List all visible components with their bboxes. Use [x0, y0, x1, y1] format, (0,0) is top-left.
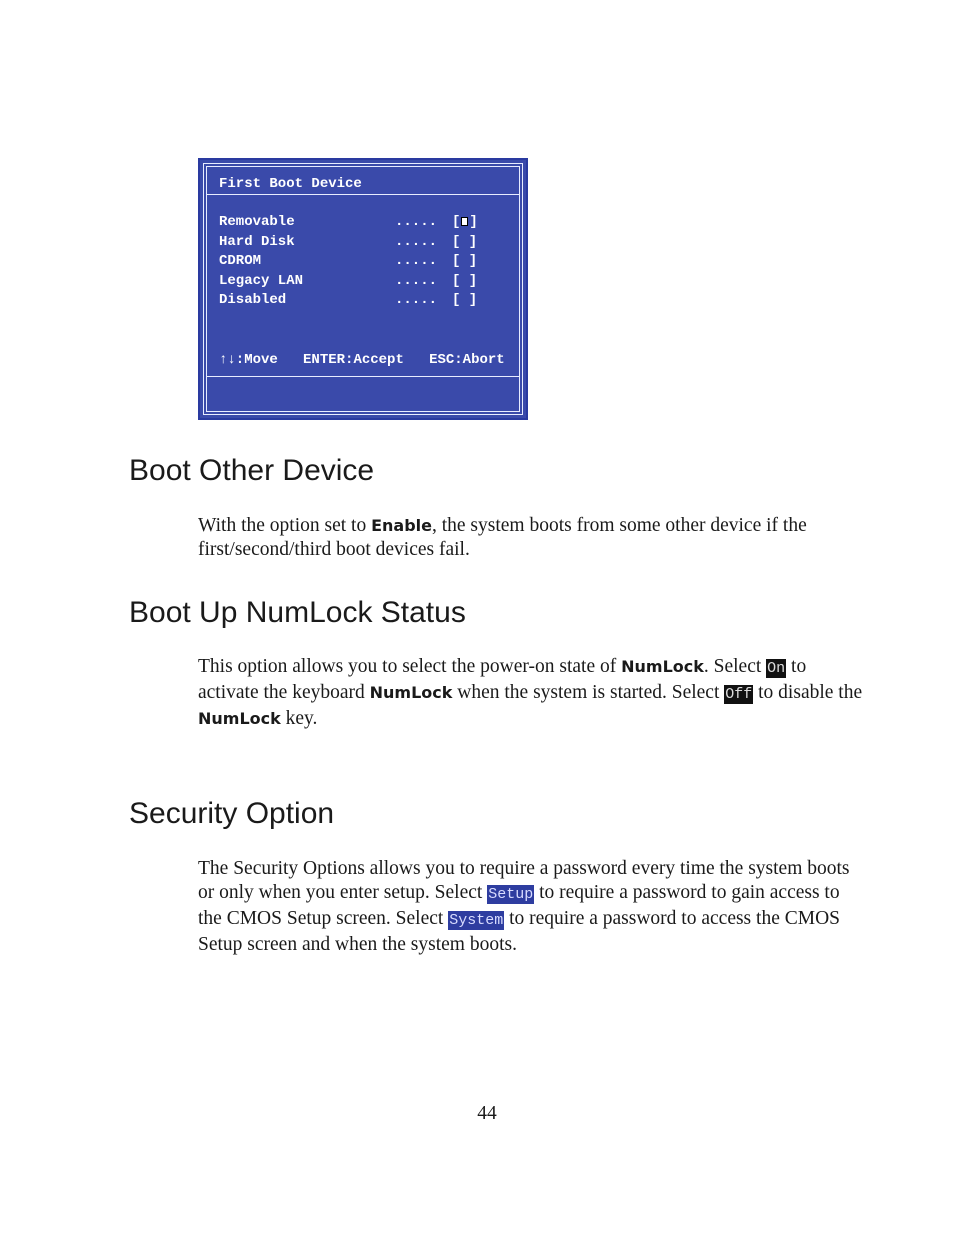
text: when the system is started. Select [452, 682, 725, 703]
value-system: System [449, 912, 504, 929]
selected-cursor-icon [461, 217, 468, 226]
option-checkbox-selected[interactable]: [ ] [452, 214, 478, 230]
text: key. [280, 708, 318, 729]
text: The Security Options allows you to require a password every time the system boots or only when you enter setup. Select [198, 858, 850, 903]
first-boot-device-dialog [198, 158, 528, 420]
accept-hint: ENTER:Accept [303, 352, 404, 368]
heading-numlock-status: Boot Up NumLock Status [129, 596, 466, 629]
numlock-paragraph [198, 655, 868, 731]
abort-hint: ESC:Abort [429, 352, 505, 368]
option-checkbox[interactable]: [ ] [452, 273, 478, 289]
text: to require a password to gain access to the CMOS Setup screen. Select [198, 882, 840, 929]
text: to activate the keyboard [198, 656, 807, 703]
text: , the system boots from some other device if the first/second/third boot devices fail. [198, 515, 807, 560]
value-off: Off [725, 686, 753, 703]
option-legacy-lan[interactable]: Legacy LAN [219, 273, 304, 289]
text: This option allows you to select the power-on state of [198, 656, 622, 677]
option-dots: ..... [395, 253, 438, 269]
move-hint: ↑↓:Move [219, 352, 278, 368]
keyword-enable: Enable [371, 516, 432, 535]
option-checkbox[interactable]: [ ] [452, 234, 478, 250]
dialog-outer-frame [203, 163, 523, 415]
keyword-numlock: NumLock [621, 657, 704, 676]
title-divider [207, 194, 519, 195]
text: . Select [703, 656, 767, 677]
option-removable[interactable]: Removable [219, 214, 295, 230]
text: With the option set to [198, 515, 372, 536]
option-cdrom[interactable]: CDROM [219, 253, 262, 269]
security-paragraph [198, 857, 868, 957]
keyword-numlock: NumLock [198, 709, 281, 728]
dialog-inner-frame [206, 166, 520, 412]
option-dots: ..... [395, 273, 438, 289]
page-number: 44 [477, 1103, 497, 1124]
footer-divider [207, 376, 519, 377]
option-hard-disk[interactable]: Hard Disk [219, 234, 295, 250]
heading-security-option: Security Option [129, 797, 335, 830]
option-checkbox[interactable]: [ ] [452, 292, 478, 308]
option-dots: ..... [395, 234, 438, 250]
heading-boot-other-device: Boot Other Device [129, 454, 375, 487]
option-checkbox[interactable]: [ ] [452, 253, 478, 269]
keyword-numlock: NumLock [369, 683, 453, 702]
boot-other-paragraph [198, 514, 868, 562]
text: to disable the [753, 682, 863, 703]
dialog-title: First Boot Device [219, 176, 362, 192]
option-disabled[interactable]: Disabled [219, 292, 287, 308]
value-setup: Setup [488, 886, 534, 903]
option-dots: ..... [395, 214, 438, 230]
text: to require a password to access the CMOS Setup screen and when the system boots. [198, 908, 840, 955]
key-hints [219, 352, 505, 368]
option-dots: ..... [395, 292, 438, 308]
value-on: On [767, 660, 786, 677]
